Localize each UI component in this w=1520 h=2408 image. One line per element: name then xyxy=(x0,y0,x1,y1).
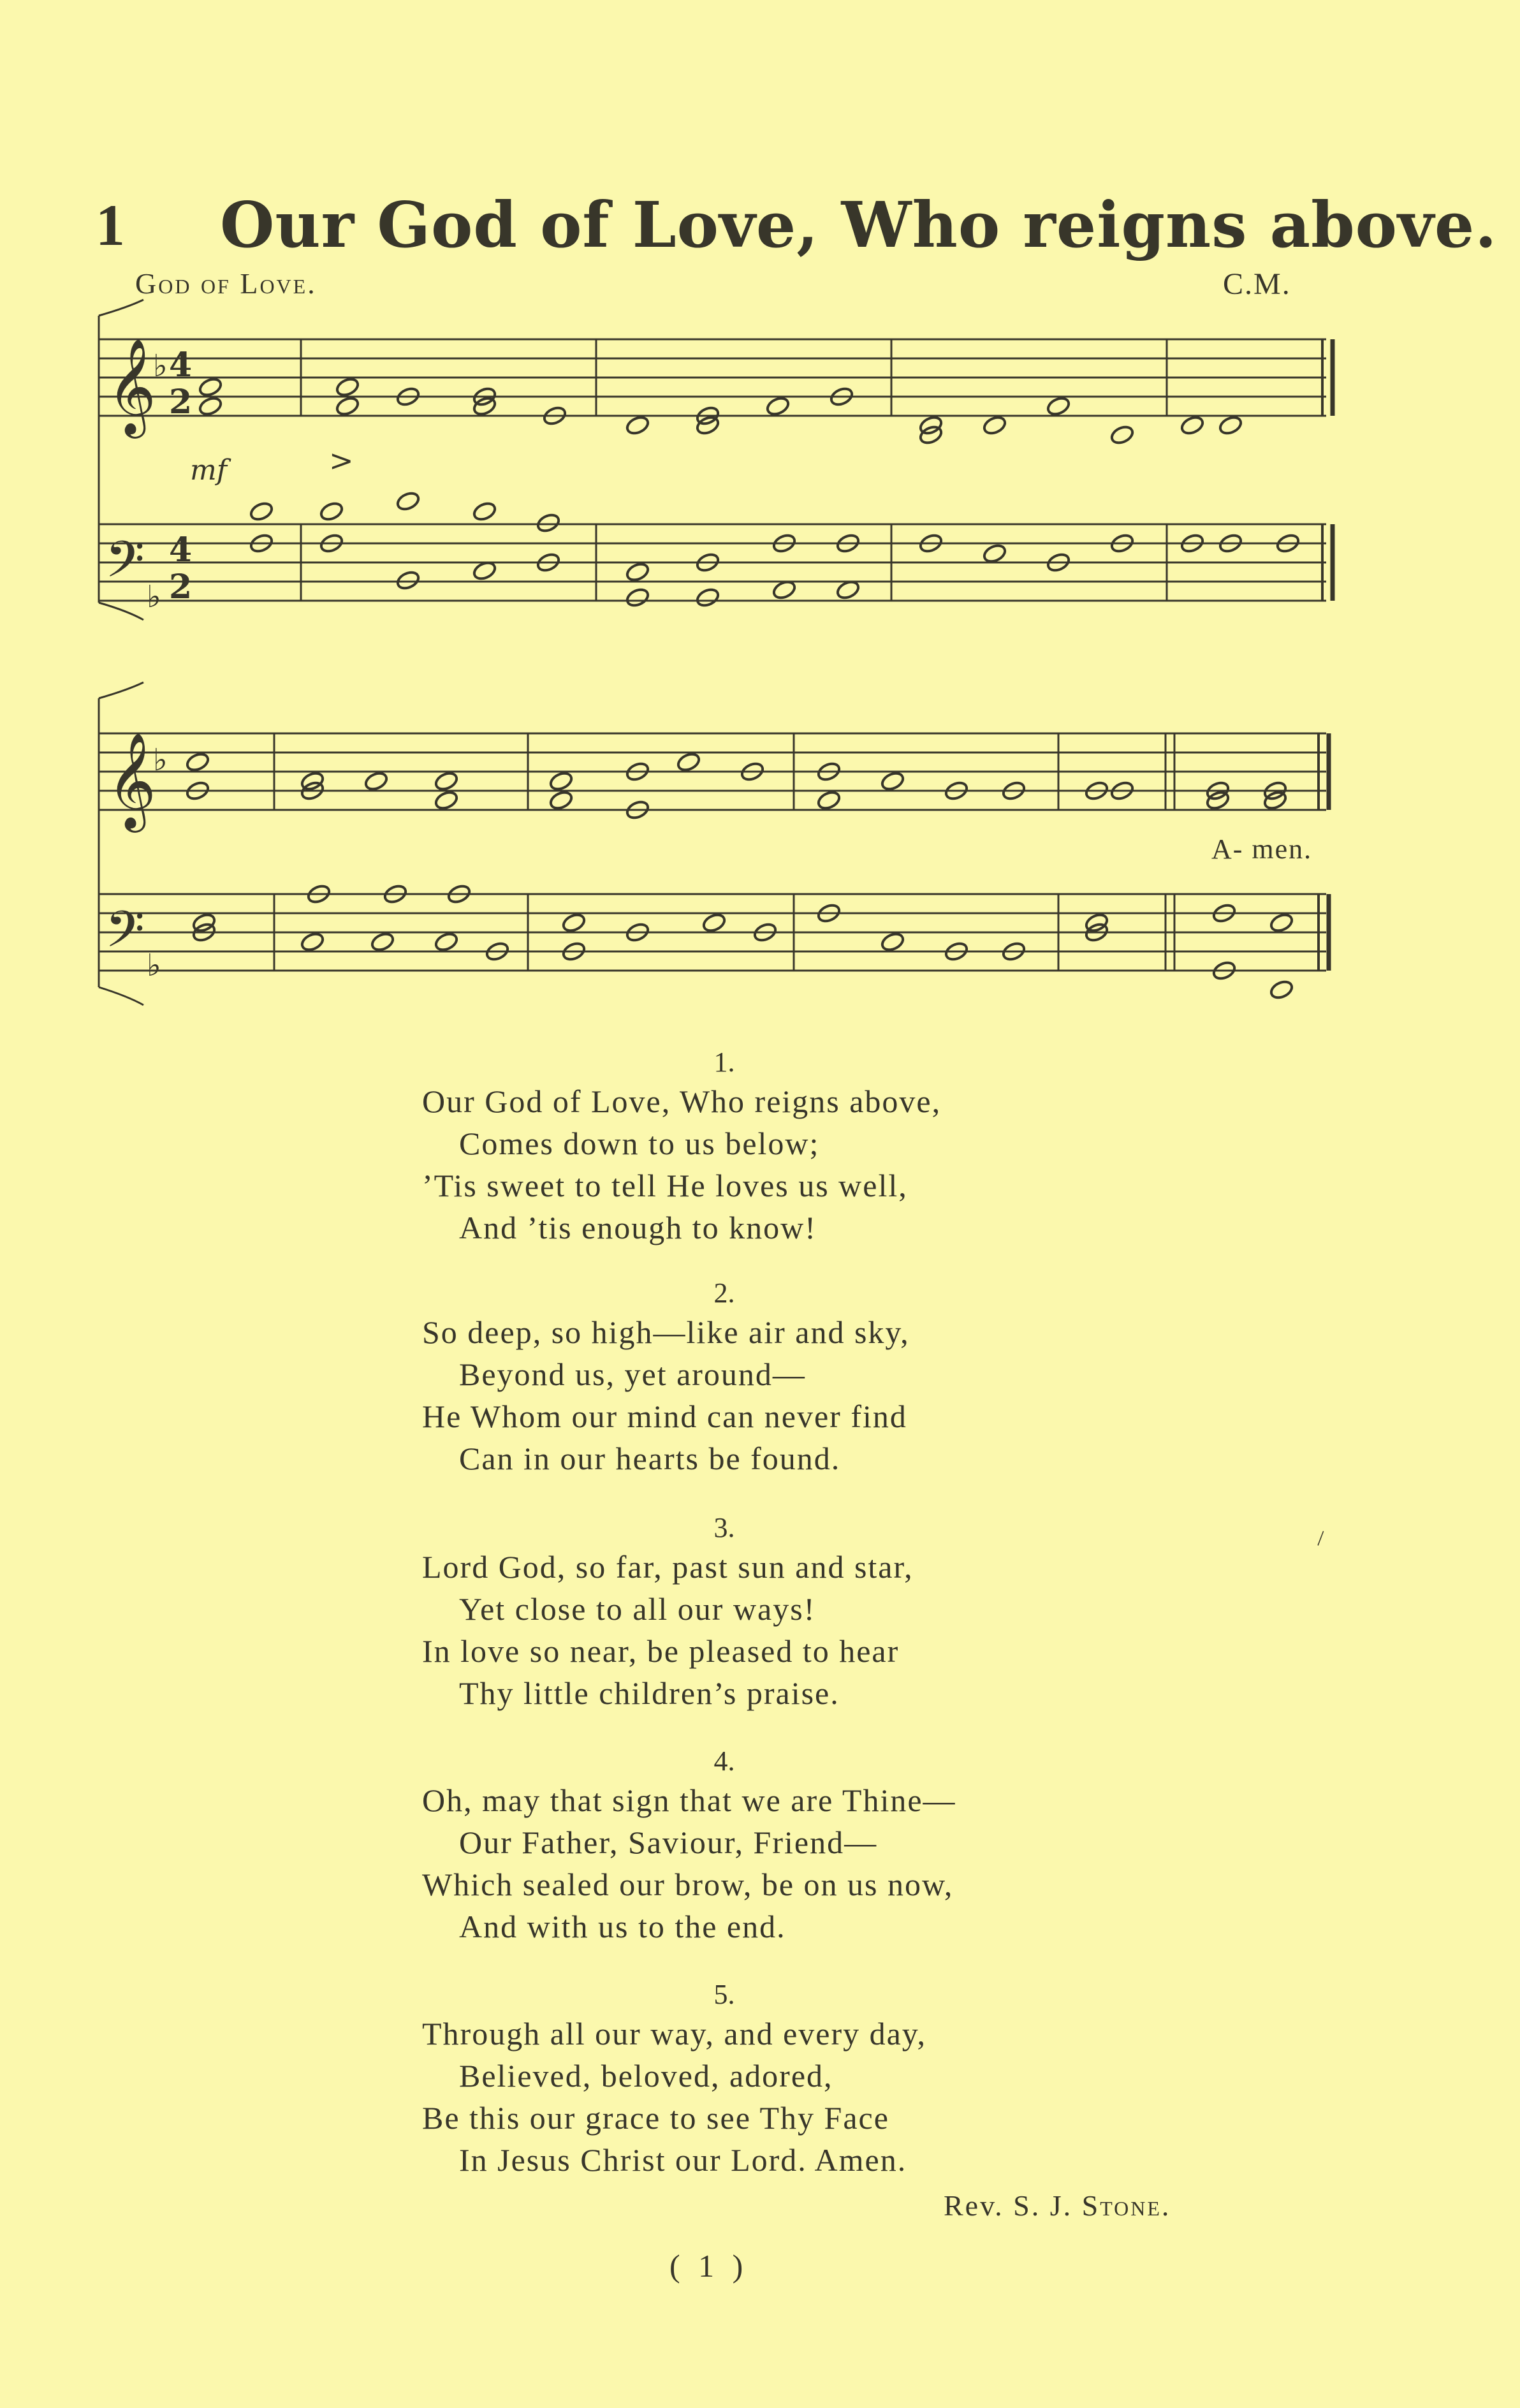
verse-line: Through all our way, and every day, xyxy=(422,2016,927,2052)
accent-mark: > xyxy=(329,443,354,478)
treble-staff-1 xyxy=(99,339,1326,416)
time-signature-top: 4 xyxy=(169,346,193,385)
note-head xyxy=(395,569,421,591)
note-head xyxy=(1180,415,1205,436)
dynamic-mark: mf xyxy=(190,454,228,487)
note-head xyxy=(434,931,459,953)
author-surname: Stone. xyxy=(1081,2189,1171,2222)
verse-number: 3. xyxy=(713,1512,735,1543)
note-head xyxy=(880,931,905,953)
bass-clef-2: 𝄢 xyxy=(105,900,145,971)
note-head xyxy=(198,376,223,398)
hymn-title: Our God of Love, Who reigns above. xyxy=(220,189,1498,262)
music-score xyxy=(0,0,1520,1033)
verse-number: 2. xyxy=(713,1277,735,1309)
verse-line: He Whom our mind can never find xyxy=(422,1399,907,1434)
note-head xyxy=(765,395,791,417)
verse-line: Lord God, so far, past sun and star, xyxy=(422,1549,914,1585)
note-head xyxy=(880,770,905,792)
verse-line: Which sealed our brow, be on us now, xyxy=(422,1867,954,1902)
verse-line: Oh, may that sign that we are Thine— xyxy=(422,1782,956,1818)
note-head xyxy=(1218,415,1243,436)
meter: C.M. xyxy=(1223,267,1291,301)
note-head xyxy=(625,561,650,583)
note-head xyxy=(676,751,701,773)
note-head xyxy=(335,395,360,417)
verse-line: ’Tis sweet to tell He loves us well, xyxy=(422,1168,908,1203)
time-signature-bottom: 2 xyxy=(169,383,193,422)
verse-line: In love so near, be pleased to hear xyxy=(422,1633,900,1669)
verse-line: Beyond us, yet around— xyxy=(459,1356,806,1392)
tune-name: God of Love. xyxy=(135,267,317,300)
note-head xyxy=(695,587,720,608)
amen-lyric: A- men. xyxy=(1211,833,1313,865)
bass-clef-1: 𝄢 xyxy=(105,530,145,601)
note-head xyxy=(1046,395,1071,417)
note-head xyxy=(185,751,210,773)
svg-text:♭: ♭ xyxy=(153,348,168,384)
note-head xyxy=(1269,979,1294,1001)
note-head xyxy=(1269,912,1294,934)
verse-number: 4. xyxy=(713,1745,735,1777)
note-head xyxy=(816,789,842,811)
svg-text:♭: ♭ xyxy=(147,579,161,615)
note-head xyxy=(395,490,421,512)
note-head xyxy=(625,415,650,436)
note-head xyxy=(561,912,587,934)
treble-clef-1: 𝄞 xyxy=(107,337,156,434)
verse-line: So deep, so high—like air and sky, xyxy=(422,1314,910,1350)
verse-line: And ’tis enough to know! xyxy=(459,1210,817,1245)
verse-line: And with us to the end. xyxy=(459,1909,786,1944)
bass-staff-2 xyxy=(99,894,1326,971)
note-head xyxy=(198,395,223,417)
verse-line: Can in our hearts be found. xyxy=(459,1441,841,1476)
treble-clef-2: 𝄞 xyxy=(107,731,156,828)
svg-text:♭: ♭ xyxy=(147,948,161,983)
note-head xyxy=(363,770,389,792)
author-prefix: Rev. S. J. xyxy=(944,2189,1073,2222)
author xyxy=(944,2189,1171,2222)
verse-line: In Jesus Christ our Lord. Amen. xyxy=(459,2142,907,2178)
note-head xyxy=(300,931,325,953)
hymn-number: 1 xyxy=(96,193,125,258)
note-head xyxy=(548,770,574,792)
treble-staff-2 xyxy=(99,733,1326,810)
note-head xyxy=(625,587,650,608)
time-signature-top-bass: 4 xyxy=(169,531,193,569)
note-head xyxy=(1109,424,1135,446)
svg-text:♭: ♭ xyxy=(153,742,168,778)
note-head xyxy=(249,501,274,522)
verse-line: Our Father, Saviour, Friend— xyxy=(459,1824,878,1860)
note-head xyxy=(548,789,574,811)
note-head xyxy=(335,376,360,398)
note-head xyxy=(472,501,497,522)
page-number: ( 1 ) xyxy=(669,2248,749,2284)
verse-line: Thy little children’s praise. xyxy=(459,1675,840,1711)
note-head xyxy=(370,931,395,953)
note-head xyxy=(701,912,727,934)
note-head xyxy=(536,512,561,534)
note-head xyxy=(982,543,1007,564)
verse-line: Believed, beloved, adored, xyxy=(459,2058,833,2094)
note-head xyxy=(982,415,1007,436)
time-signature-bottom-bass: 2 xyxy=(169,568,193,606)
note-head xyxy=(434,770,459,792)
note-head xyxy=(319,501,344,522)
verse-line: Comes down to us below; xyxy=(459,1126,820,1161)
verse-line: Our God of Love, Who reigns above, xyxy=(422,1083,942,1119)
note-head xyxy=(434,789,459,811)
stray-mark: \ xyxy=(1310,1527,1331,1550)
verse-line: Yet close to all our ways! xyxy=(459,1591,816,1627)
verse-line: Be this our grace to see Thy Face xyxy=(422,2100,889,2136)
verse-number: 5. xyxy=(713,1979,735,2010)
verse-number: 1. xyxy=(713,1046,735,1078)
